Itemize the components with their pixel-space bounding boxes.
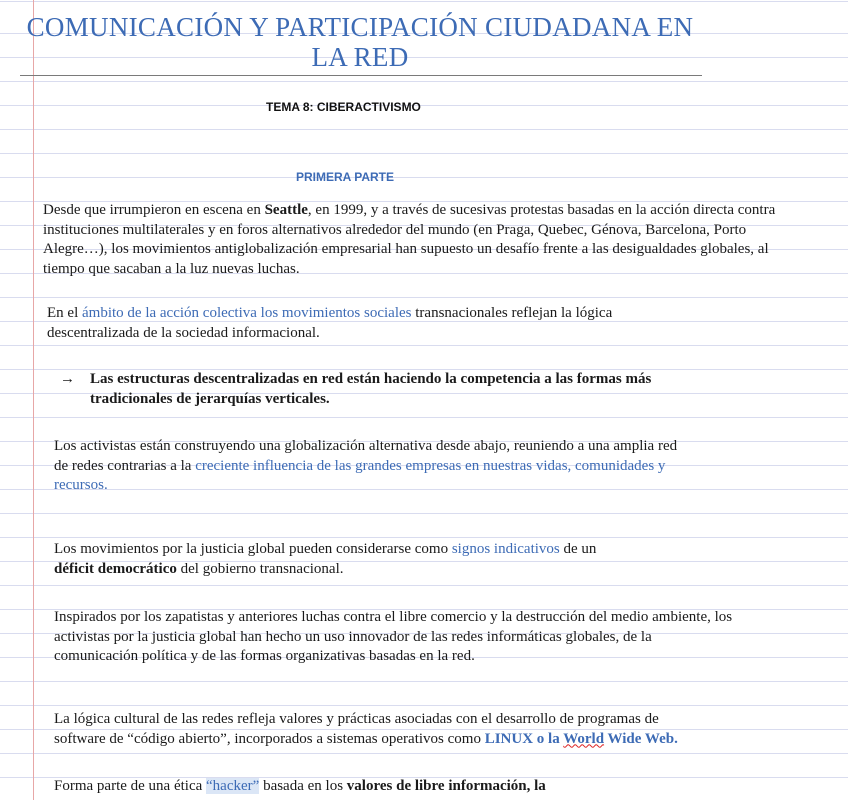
paragraph-alternative-globalization: Los activistas están construyendo una globalización alternativa desde abajo, reuniendo a una amplia red de redes contrarias a la creciente influencia de las grandes empresas en nuestras vidas, comunidades y recursos. bbox=[54, 438, 678, 493]
paragraph-global-justice: Los movimientos por la justicia global pueden considerarse como signos indicativos de un déficit democrático del gobierno transnacional. bbox=[54, 541, 597, 577]
title-underline bbox=[20, 75, 702, 76]
paragraph-zapatistas: Inspirados por los zapatistas y anteriores luchas contra el libre comercio y la destrucción del medio ambiente, los activistas por la justicia global han hecho un uso innovador de las redes informáticas globales, de la comunicación política y de las formas organizativas basadas en la red. bbox=[54, 609, 733, 664]
topic-heading: TEMA 8: CIBERACTIVISMO bbox=[266, 100, 421, 114]
collective-action-highlight: ámbito de la acción colectiva los movimientos sociales bbox=[82, 305, 412, 321]
arrow-icon: → bbox=[60, 371, 75, 387]
section-heading: PRIMERA PARTE bbox=[296, 170, 395, 184]
world-spellcheck: World bbox=[563, 730, 605, 747]
hacker-highlight: “hacker” bbox=[206, 778, 260, 794]
document-title: COMUNICACIÓN Y PARTICIPACIÓN CIUDADANA EN LA RED bbox=[26, 12, 694, 72]
seattle-bold: Seattle bbox=[264, 202, 308, 218]
wide-web-bold: Wide Web. bbox=[604, 730, 678, 747]
page-margin-line bbox=[33, 0, 34, 800]
paragraph-seattle: Desde que irrumpieron en escena en Seattle, en 1999, y a través de sucesivas protestas basadas en la acción directa contra instituciones multilaterales y en foros alternativos alrededor del mundo (en Praga, Quebec, Génova, Barcelona, Porto Alegre…), los movimientos antiglobalización empresarial han supuesto un desafío frente a las desigualdades globales, al tiempo que sacaban a la luz nuevas luchas. bbox=[43, 202, 776, 277]
democratic-deficit-bold: déficit democrático bbox=[54, 560, 177, 577]
linux-bold: LINUX o la bbox=[484, 730, 564, 747]
signs-highlight: signos indicativos bbox=[451, 541, 560, 557]
paragraph-decentralized-networks: Las estructuras descentralizadas en red están haciendo la competencia a las formas más tradicionales de jerarquías verticales. bbox=[90, 371, 652, 407]
paragraph-hacker-ethic: Forma parte de una ética “hacker” basada en los valores de libre información, la bbox=[54, 778, 546, 794]
corporate-influence-highlight: creciente influencia de las grandes empresas en nuestras vidas, comunidades y recursos. bbox=[54, 457, 666, 493]
paragraph-open-source: La lógica cultural de las redes refleja valores y prácticas asociadas con el desarrollo de programas de software de “código abierto”, incorporados a sistemas operativos como LINUX o la World Wide Web. bbox=[54, 711, 678, 747]
paragraph-collective-action: En el ámbito de la acción colectiva los movimientos sociales transnacionales reflejan la lógica descentralizada de la sociedad informacional. bbox=[47, 305, 613, 341]
free-information-bold: valores de libre información, la bbox=[346, 778, 546, 794]
